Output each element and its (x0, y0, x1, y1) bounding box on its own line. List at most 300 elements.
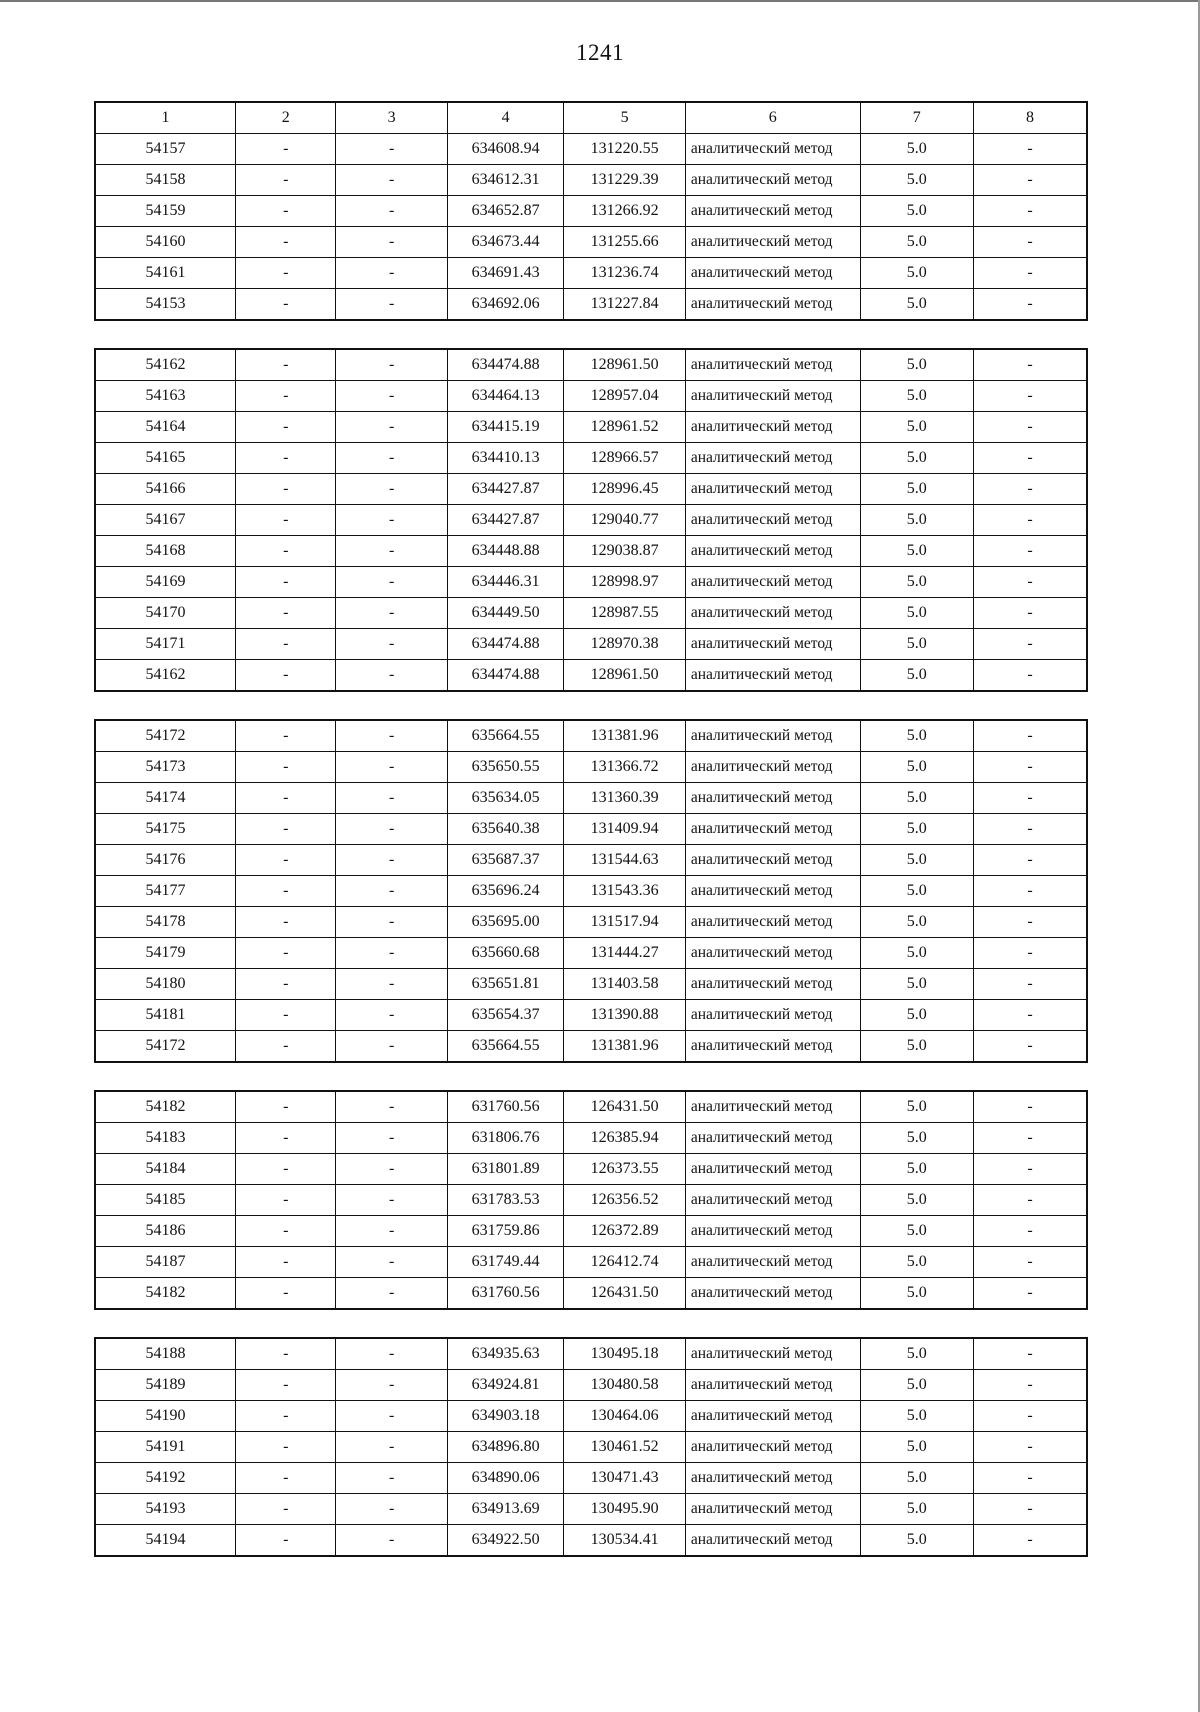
point-number-cell: 54174 (95, 783, 236, 814)
y-coordinate-cell: 130471.43 (564, 1463, 685, 1494)
point-number-cell: 54170 (95, 598, 236, 629)
accuracy-cell: 5.0 (860, 938, 973, 969)
y-coordinate-cell: 126356.52 (564, 1185, 685, 1216)
point-number-cell: 54172 (95, 720, 236, 752)
x-coordinate-cell: 634935.63 (447, 1338, 563, 1370)
col-3-cell: - (336, 629, 447, 660)
method-cell: аналитический метод (685, 474, 860, 505)
col-2-cell: - (236, 1091, 336, 1123)
col-8-cell: - (974, 814, 1088, 845)
x-coordinate-cell: 634474.88 (447, 660, 563, 692)
point-number-cell: 54177 (95, 876, 236, 907)
accuracy-cell: 5.0 (860, 1000, 973, 1031)
y-coordinate-cell: 128961.50 (564, 349, 685, 381)
x-coordinate-cell: 635696.24 (447, 876, 563, 907)
col-2-cell: - (236, 783, 336, 814)
table-row (95, 474, 1087, 505)
col-8-cell: - (974, 474, 1088, 505)
table-row (95, 938, 1087, 969)
col-2-cell: - (236, 1247, 336, 1278)
x-coordinate-cell: 634652.87 (447, 196, 563, 227)
x-coordinate-cell: 634608.94 (447, 134, 563, 165)
y-coordinate-cell: 131220.55 (564, 134, 685, 165)
method-cell: аналитический метод (685, 907, 860, 938)
table-row (95, 752, 1087, 783)
y-coordinate-cell: 131236.74 (564, 258, 685, 289)
col-2-cell: - (236, 938, 336, 969)
col-3-cell: - (336, 598, 447, 629)
col-3-cell: - (336, 938, 447, 969)
table-row (95, 876, 1087, 907)
y-coordinate-cell: 129038.87 (564, 536, 685, 567)
point-number-cell: 54166 (95, 474, 236, 505)
y-coordinate-cell: 128961.50 (564, 660, 685, 692)
table-row (95, 412, 1087, 443)
col-8-cell: - (974, 567, 1088, 598)
method-cell: аналитический метод (685, 443, 860, 474)
col-8-cell: - (974, 1091, 1088, 1123)
col-2-cell: - (236, 752, 336, 783)
point-number-cell: 54158 (95, 165, 236, 196)
x-coordinate-cell: 634903.18 (447, 1401, 563, 1432)
x-coordinate-cell: 631759.86 (447, 1216, 563, 1247)
x-coordinate-cell: 634427.87 (447, 505, 563, 536)
method-cell: аналитический метод (685, 629, 860, 660)
accuracy-cell: 5.0 (860, 1338, 973, 1370)
x-coordinate-cell: 634464.13 (447, 381, 563, 412)
point-number-cell: 54162 (95, 349, 236, 381)
col-2-cell: - (236, 1525, 336, 1557)
point-number-cell: 54165 (95, 443, 236, 474)
method-cell: аналитический метод (685, 412, 860, 443)
method-cell: аналитический метод (685, 289, 860, 321)
col-3-cell: - (336, 752, 447, 783)
x-coordinate-cell: 635660.68 (447, 938, 563, 969)
point-number-cell: 54164 (95, 412, 236, 443)
table-row (95, 814, 1087, 845)
col-2-cell: - (236, 1123, 336, 1154)
table-row (95, 1494, 1087, 1525)
col-2-cell: - (236, 969, 336, 1000)
x-coordinate-cell: 634474.88 (447, 629, 563, 660)
col-8-cell: - (974, 1338, 1088, 1370)
col-3-cell: - (336, 1463, 447, 1494)
method-cell: аналитический метод (685, 1031, 860, 1063)
col-8-cell: - (974, 258, 1088, 289)
header-cell: 6 (685, 102, 860, 134)
x-coordinate-cell: 635634.05 (447, 783, 563, 814)
x-coordinate-cell: 631760.56 (447, 1278, 563, 1310)
col-2-cell: - (236, 165, 336, 196)
y-coordinate-cell: 128966.57 (564, 443, 685, 474)
method-cell: аналитический метод (685, 165, 860, 196)
col-8-cell: - (974, 1031, 1088, 1063)
table-row (95, 1401, 1087, 1432)
point-number-cell: 54186 (95, 1216, 236, 1247)
col-3-cell: - (336, 567, 447, 598)
col-3-cell: - (336, 381, 447, 412)
y-coordinate-cell: 131229.39 (564, 165, 685, 196)
point-number-cell: 54157 (95, 134, 236, 165)
y-coordinate-cell: 131227.84 (564, 289, 685, 321)
point-number-cell: 54188 (95, 1338, 236, 1370)
col-2-cell: - (236, 1154, 336, 1185)
col-2-cell: - (236, 474, 336, 505)
table-row (95, 969, 1087, 1000)
header-cell: 4 (447, 102, 563, 134)
method-cell: аналитический метод (685, 1247, 860, 1278)
col-3-cell: - (336, 1247, 447, 1278)
x-coordinate-cell: 634913.69 (447, 1494, 563, 1525)
col-2-cell: - (236, 876, 336, 907)
scan-edge-top (0, 0, 1200, 2)
col-2-cell: - (236, 1278, 336, 1310)
coordinates-table (94, 1337, 1088, 1557)
x-coordinate-cell: 634673.44 (447, 227, 563, 258)
table-row (95, 1216, 1087, 1247)
accuracy-cell: 5.0 (860, 1154, 973, 1185)
col-3-cell: - (336, 907, 447, 938)
accuracy-cell: 5.0 (860, 752, 973, 783)
col-8-cell: - (974, 1123, 1088, 1154)
header-cell: 5 (564, 102, 685, 134)
col-2-cell: - (236, 1494, 336, 1525)
accuracy-cell: 5.0 (860, 443, 973, 474)
point-number-cell: 54178 (95, 907, 236, 938)
point-number-cell: 54163 (95, 381, 236, 412)
col-8-cell: - (974, 1247, 1088, 1278)
col-8-cell: - (974, 660, 1088, 692)
col-3-cell: - (336, 196, 447, 227)
table-row (95, 443, 1087, 474)
col-3-cell: - (336, 134, 447, 165)
col-2-cell: - (236, 536, 336, 567)
col-8-cell: - (974, 845, 1088, 876)
accuracy-cell: 5.0 (860, 227, 973, 258)
col-3-cell: - (336, 783, 447, 814)
y-coordinate-cell: 130495.90 (564, 1494, 685, 1525)
col-2-cell: - (236, 1370, 336, 1401)
method-cell: аналитический метод (685, 227, 860, 258)
col-3-cell: - (336, 814, 447, 845)
x-coordinate-cell: 634415.19 (447, 412, 563, 443)
x-coordinate-cell: 631760.56 (447, 1091, 563, 1123)
y-coordinate-cell: 130480.58 (564, 1370, 685, 1401)
table-row (95, 536, 1087, 567)
method-cell: аналитический метод (685, 783, 860, 814)
coordinates-sheet (94, 101, 1088, 1557)
method-cell: аналитический метод (685, 1185, 860, 1216)
method-cell: аналитический метод (685, 1091, 860, 1123)
point-number-cell: 54193 (95, 1494, 236, 1525)
col-3-cell: - (336, 1432, 447, 1463)
x-coordinate-cell: 634922.50 (447, 1525, 563, 1557)
col-3-cell: - (336, 1338, 447, 1370)
x-coordinate-cell: 631783.53 (447, 1185, 563, 1216)
header-cell: 8 (974, 102, 1088, 134)
method-cell: аналитический метод (685, 1278, 860, 1310)
point-number-cell: 54176 (95, 845, 236, 876)
col-8-cell: - (974, 412, 1088, 443)
y-coordinate-cell: 128970.38 (564, 629, 685, 660)
point-number-cell: 54182 (95, 1091, 236, 1123)
point-number-cell: 54180 (95, 969, 236, 1000)
accuracy-cell: 5.0 (860, 412, 973, 443)
col-2-cell: - (236, 567, 336, 598)
point-number-cell: 54169 (95, 567, 236, 598)
method-cell: аналитический метод (685, 660, 860, 692)
col-3-cell: - (336, 474, 447, 505)
table-row (95, 1000, 1087, 1031)
accuracy-cell: 5.0 (860, 536, 973, 567)
col-3-cell: - (336, 536, 447, 567)
table-row (95, 196, 1087, 227)
col-3-cell: - (336, 1216, 447, 1247)
col-2-cell: - (236, 907, 336, 938)
table-row (95, 783, 1087, 814)
header-cell: 1 (95, 102, 236, 134)
col-3-cell: - (336, 1401, 447, 1432)
accuracy-cell: 5.0 (860, 1494, 973, 1525)
accuracy-cell: 5.0 (860, 1401, 973, 1432)
col-2-cell: - (236, 381, 336, 412)
y-coordinate-cell: 131390.88 (564, 1000, 685, 1031)
accuracy-cell: 5.0 (860, 629, 973, 660)
col-2-cell: - (236, 412, 336, 443)
accuracy-cell: 5.0 (860, 289, 973, 321)
col-2-cell: - (236, 1432, 336, 1463)
col-2-cell: - (236, 258, 336, 289)
col-8-cell: - (974, 165, 1088, 196)
accuracy-cell: 5.0 (860, 134, 973, 165)
method-cell: аналитический метод (685, 1463, 860, 1494)
col-8-cell: - (974, 720, 1088, 752)
point-number-cell: 54184 (95, 1154, 236, 1185)
y-coordinate-cell: 126431.50 (564, 1091, 685, 1123)
col-2-cell: - (236, 227, 336, 258)
method-cell: аналитический метод (685, 536, 860, 567)
x-coordinate-cell: 634446.31 (447, 567, 563, 598)
accuracy-cell: 5.0 (860, 660, 973, 692)
col-8-cell: - (974, 629, 1088, 660)
method-cell: аналитический метод (685, 720, 860, 752)
y-coordinate-cell: 126372.89 (564, 1216, 685, 1247)
col-8-cell: - (974, 289, 1088, 321)
header-cell: 3 (336, 102, 447, 134)
y-coordinate-cell: 131444.27 (564, 938, 685, 969)
y-coordinate-cell: 130464.06 (564, 1401, 685, 1432)
x-coordinate-cell: 635654.37 (447, 1000, 563, 1031)
method-cell: аналитический метод (685, 1432, 860, 1463)
col-2-cell: - (236, 1216, 336, 1247)
col-3-cell: - (336, 289, 447, 321)
method-cell: аналитический метод (685, 134, 860, 165)
point-number-cell: 54185 (95, 1185, 236, 1216)
col-3-cell: - (336, 1000, 447, 1031)
method-cell: аналитический метод (685, 1525, 860, 1557)
col-8-cell: - (974, 783, 1088, 814)
x-coordinate-cell: 634691.43 (447, 258, 563, 289)
table-row (95, 660, 1087, 692)
x-coordinate-cell: 635640.38 (447, 814, 563, 845)
method-cell: аналитический метод (685, 1401, 860, 1432)
accuracy-cell: 5.0 (860, 381, 973, 412)
method-cell: аналитический метод (685, 598, 860, 629)
col-8-cell: - (974, 1463, 1088, 1494)
accuracy-cell: 5.0 (860, 1278, 973, 1310)
y-coordinate-cell: 128987.55 (564, 598, 685, 629)
accuracy-cell: 5.0 (860, 196, 973, 227)
y-coordinate-cell: 130534.41 (564, 1525, 685, 1557)
accuracy-cell: 5.0 (860, 720, 973, 752)
point-number-cell: 54189 (95, 1370, 236, 1401)
col-2-cell: - (236, 660, 336, 692)
table-row (95, 1123, 1087, 1154)
table-gap (94, 692, 1088, 719)
col-3-cell: - (336, 258, 447, 289)
point-number-cell: 54183 (95, 1123, 236, 1154)
col-8-cell: - (974, 349, 1088, 381)
method-cell: аналитический метод (685, 1338, 860, 1370)
accuracy-cell: 5.0 (860, 258, 973, 289)
method-cell: аналитический метод (685, 938, 860, 969)
x-coordinate-cell: 634896.80 (447, 1432, 563, 1463)
table-row (95, 381, 1087, 412)
x-coordinate-cell: 631801.89 (447, 1154, 563, 1185)
table-gap (94, 321, 1088, 348)
col-3-cell: - (336, 1123, 447, 1154)
accuracy-cell: 5.0 (860, 474, 973, 505)
table-row (95, 629, 1087, 660)
col-8-cell: - (974, 227, 1088, 258)
col-2-cell: - (236, 814, 336, 845)
y-coordinate-cell: 131544.63 (564, 845, 685, 876)
table-row (95, 505, 1087, 536)
point-number-cell: 54168 (95, 536, 236, 567)
point-number-cell: 54162 (95, 660, 236, 692)
col-3-cell: - (336, 1154, 447, 1185)
col-8-cell: - (974, 907, 1088, 938)
point-number-cell: 54190 (95, 1401, 236, 1432)
x-coordinate-cell: 635664.55 (447, 1031, 563, 1063)
point-number-cell: 54161 (95, 258, 236, 289)
col-3-cell: - (336, 165, 447, 196)
accuracy-cell: 5.0 (860, 505, 973, 536)
x-coordinate-cell: 634692.06 (447, 289, 563, 321)
y-coordinate-cell: 131366.72 (564, 752, 685, 783)
col-3-cell: - (336, 443, 447, 474)
header-row (95, 102, 1087, 134)
table-row (95, 1185, 1087, 1216)
point-number-cell: 54192 (95, 1463, 236, 1494)
col-8-cell: - (974, 1370, 1088, 1401)
x-coordinate-cell: 634427.87 (447, 474, 563, 505)
table-gap (94, 1063, 1088, 1090)
table-row (95, 1247, 1087, 1278)
y-coordinate-cell: 131381.96 (564, 1031, 685, 1063)
accuracy-cell: 5.0 (860, 1370, 973, 1401)
x-coordinate-cell: 631806.76 (447, 1123, 563, 1154)
col-3-cell: - (336, 1370, 447, 1401)
accuracy-cell: 5.0 (860, 349, 973, 381)
col-3-cell: - (336, 412, 447, 443)
table-row (95, 1432, 1087, 1463)
coordinates-table (94, 719, 1088, 1063)
y-coordinate-cell: 131266.92 (564, 196, 685, 227)
col-3-cell: - (336, 876, 447, 907)
y-coordinate-cell: 131543.36 (564, 876, 685, 907)
col-8-cell: - (974, 1432, 1088, 1463)
point-number-cell: 54194 (95, 1525, 236, 1557)
table-row (95, 349, 1087, 381)
x-coordinate-cell: 635695.00 (447, 907, 563, 938)
col-8-cell: - (974, 505, 1088, 536)
y-coordinate-cell: 126431.50 (564, 1278, 685, 1310)
accuracy-cell: 5.0 (860, 814, 973, 845)
point-number-cell: 54181 (95, 1000, 236, 1031)
x-coordinate-cell: 635687.37 (447, 845, 563, 876)
table-row (95, 1091, 1087, 1123)
col-3-cell: - (336, 1494, 447, 1525)
y-coordinate-cell: 129040.77 (564, 505, 685, 536)
x-coordinate-cell: 634612.31 (447, 165, 563, 196)
col-2-cell: - (236, 1401, 336, 1432)
point-number-cell: 54173 (95, 752, 236, 783)
col-3-cell: - (336, 349, 447, 381)
method-cell: аналитический метод (685, 381, 860, 412)
col-2-cell: - (236, 289, 336, 321)
x-coordinate-cell: 631749.44 (447, 1247, 563, 1278)
x-coordinate-cell: 634449.50 (447, 598, 563, 629)
point-number-cell: 54187 (95, 1247, 236, 1278)
col-8-cell: - (974, 443, 1088, 474)
coordinates-table (94, 348, 1088, 692)
method-cell: аналитический метод (685, 1123, 860, 1154)
col-8-cell: - (974, 1525, 1088, 1557)
col-8-cell: - (974, 938, 1088, 969)
col-8-cell: - (974, 196, 1088, 227)
point-number-cell: 54172 (95, 1031, 236, 1063)
method-cell: аналитический метод (685, 1154, 860, 1185)
method-cell: аналитический метод (685, 1370, 860, 1401)
accuracy-cell: 5.0 (860, 567, 973, 598)
x-coordinate-cell: 634474.88 (447, 349, 563, 381)
point-number-cell: 54159 (95, 196, 236, 227)
y-coordinate-cell: 131403.58 (564, 969, 685, 1000)
x-coordinate-cell: 634410.13 (447, 443, 563, 474)
method-cell: аналитический метод (685, 349, 860, 381)
point-number-cell: 54179 (95, 938, 236, 969)
table-row (95, 1463, 1087, 1494)
x-coordinate-cell: 635664.55 (447, 720, 563, 752)
col-2-cell: - (236, 505, 336, 536)
col-2-cell: - (236, 598, 336, 629)
accuracy-cell: 5.0 (860, 1247, 973, 1278)
y-coordinate-cell: 131255.66 (564, 227, 685, 258)
coordinates-table (94, 1090, 1088, 1310)
col-3-cell: - (336, 969, 447, 1000)
point-number-cell: 54171 (95, 629, 236, 660)
y-coordinate-cell: 128998.97 (564, 567, 685, 598)
method-cell: аналитический метод (685, 505, 860, 536)
y-coordinate-cell: 126412.74 (564, 1247, 685, 1278)
table-row (95, 1525, 1087, 1557)
point-number-cell: 54160 (95, 227, 236, 258)
y-coordinate-cell: 128961.52 (564, 412, 685, 443)
col-8-cell: - (974, 876, 1088, 907)
col-2-cell: - (236, 1031, 336, 1063)
col-2-cell: - (236, 1463, 336, 1494)
